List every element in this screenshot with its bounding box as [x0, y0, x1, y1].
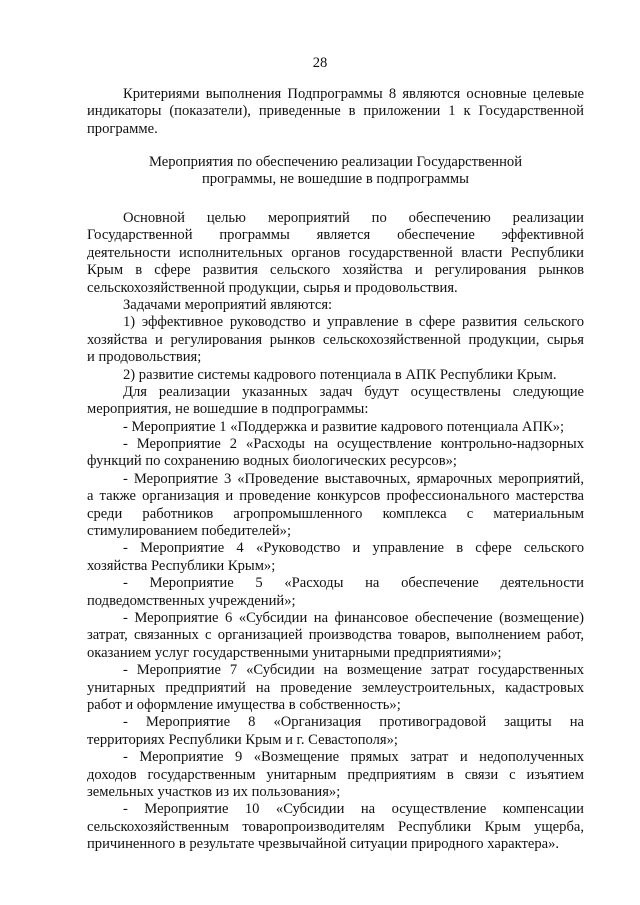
page-number: 28 [312, 55, 328, 71]
list-item: - Мероприятие 5 «Расходы на обеспечение деятельности [123, 575, 584, 592]
list-item: - Мероприятие 8 «Организация противоградовой защиты на [123, 714, 584, 731]
list-item: - Мероприятие 3 «Проведение выставочных, ярмарочных мероприятий, [123, 470, 584, 487]
list-item: - Мероприятие 4 «Руководство и управление в сфере сельского [123, 540, 584, 557]
text-line: Задачами мероприятий являются: [123, 296, 333, 313]
list-item: - Мероприятие 9 «Возмещение прямых затрат и недополученных [123, 749, 584, 766]
text-line: Крым в сфере развития сельского хозяйства и регулирования рынков [87, 262, 584, 279]
text-line: Основной целью мероприятий по обеспечению реализации [123, 210, 584, 226]
text-line: работ и оформление имущества в собственность»; [87, 696, 401, 713]
text-line: а также организация и проведение конкурсов профессионального мастерства [87, 488, 584, 505]
text-line: стимулированием победителей»; [87, 523, 292, 540]
section-title [87, 154, 584, 189]
text-line: сельскохозяйственным товаропроизводителям Республики Крым ущерба, [87, 818, 584, 835]
section-title-line: программы, не вошедшие в подпрограммы [202, 171, 469, 188]
body-text [87, 210, 584, 853]
list-item: - Мероприятие 10 «Субсидии на осуществление компенсации [123, 801, 584, 818]
text-line: территориях Республики Крым и г. Севастополя»; [87, 731, 398, 748]
text-line: доходов государственным унитарным предприятиям в связи с изъятием [87, 766, 584, 783]
text-line: Для реализации указанных задач будут осуществлены следующие [123, 383, 584, 400]
list-item: - Мероприятие 2 «Расходы на осуществление контрольно-надзорных [123, 436, 584, 453]
text-line: земельных участков из их пользования»; [87, 783, 341, 800]
text-line: затрат, связанных с организацией производства товаров, выполнением работ, [87, 627, 584, 644]
text-line: оказанием услуг государственными унитарными предприятиями»; [87, 644, 502, 661]
text-line: функций по сохранению водных биологических ресурсов»; [87, 453, 457, 470]
text-line: хозяйства и регулирования рынков сельскохозяйственной продукции, сырья [87, 331, 584, 348]
text-line: 1) эффективное руководство и управление в сфере развития сельского [123, 314, 584, 331]
intro-paragraph [87, 86, 584, 138]
list-item: - Мероприятие 6 «Субсидии на финансовое обеспечение (возмещение) [123, 609, 584, 626]
text-line: Государственной программы является обеспечение эффективной [87, 227, 584, 244]
text-line: причиненного в результате чрезвычайной ситуации природного характера». [87, 836, 560, 853]
section-title-line: Мероприятия по обеспечению реализации Государственной [148, 154, 523, 170]
text-line: подведомственных учреждений»; [87, 592, 296, 609]
text-line: деятельности исполнительных органов государственной власти Республики [87, 244, 584, 261]
text-line: 2) развитие системы кадрового потенциала в АПК Республики Крым. [123, 366, 557, 383]
list-item: - Мероприятие 7 «Субсидии на возмещение затрат государственных [123, 662, 584, 679]
text-line: Критериями выполнения Подпрограммы 8 являются основные целевые [123, 86, 584, 102]
text-line: сельскохозяйственной продукции, сырья и продовольствия. [87, 279, 458, 296]
text-line: мероприятия, не вошедшие в подпрограммы: [87, 401, 369, 418]
text-line: индикаторы (показатели), приведенные в приложении 1 к Государственной [87, 103, 584, 120]
text-line: хозяйства Республики Крым»; [87, 557, 276, 574]
text-line: и продовольствия; [87, 349, 202, 366]
text-line: унитарных предприятий на проведение землеустроительных, кадастровых [87, 679, 584, 696]
list-item: - Мероприятие 1 «Поддержка и развитие кадрового потенциала АПК»; [123, 418, 565, 435]
text-line: среди работников агропромышленного комплекса с материальным [87, 505, 584, 522]
text-line: программе. [87, 120, 158, 137]
